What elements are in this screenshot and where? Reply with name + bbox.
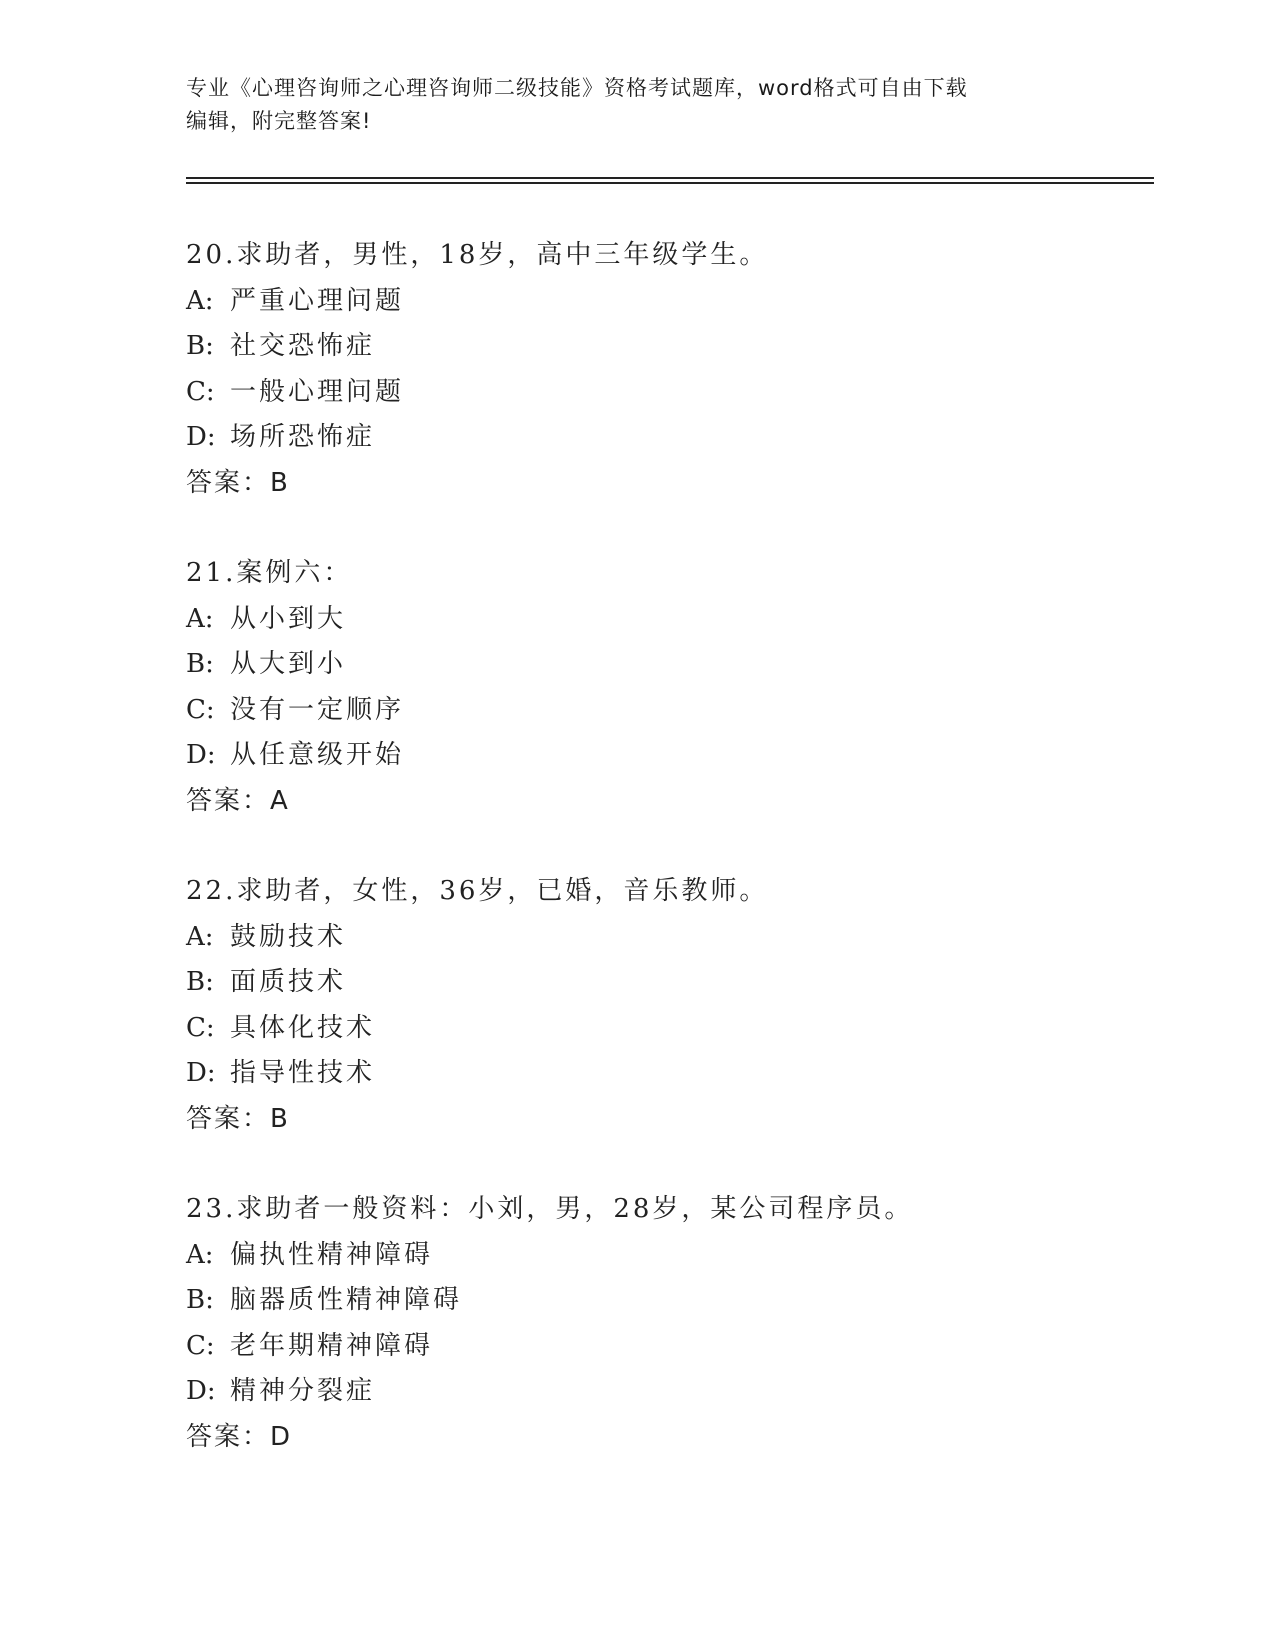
- option-text: 精神分裂症: [230, 1376, 376, 1406]
- option-text: 从大到小: [230, 649, 347, 679]
- option-key: C:: [186, 1012, 215, 1043]
- option-key: B:: [186, 331, 214, 361]
- option-key: B:: [186, 967, 214, 997]
- option-d: [186, 733, 1146, 779]
- option-key: A:: [186, 285, 214, 316]
- option-text: 具体化技术: [230, 1012, 376, 1043]
- option-key: D:: [186, 1058, 216, 1088]
- option-a: [186, 597, 1146, 643]
- option-key: D:: [186, 740, 216, 770]
- document-header: [186, 72, 1066, 138]
- option-key: A:: [186, 921, 214, 952]
- option-a: [186, 1233, 1146, 1279]
- option-c: [186, 1006, 1146, 1052]
- option-text: 面质技术: [230, 967, 347, 997]
- option-b: [186, 960, 1146, 1006]
- option-text: 严重心理问题: [230, 285, 405, 316]
- option-text: 一般心理问题: [230, 376, 405, 407]
- option-a: [186, 279, 1146, 325]
- option-text: 鼓励技术: [230, 921, 347, 952]
- header-line-2: 编辑，附完整答案!: [186, 109, 372, 133]
- option-key: A:: [186, 603, 214, 634]
- option-c: [186, 370, 1146, 416]
- option-key: C:: [186, 694, 215, 725]
- option-key: D:: [186, 1376, 216, 1406]
- answer: 答案：D: [186, 1421, 293, 1452]
- option-c: [186, 1324, 1146, 1370]
- option-text: 社交恐怖症: [230, 331, 376, 361]
- question-stem: 21.案例六：: [186, 558, 353, 588]
- option-b: [186, 1278, 1146, 1324]
- option-d: [186, 1051, 1146, 1097]
- option-c: [186, 688, 1146, 734]
- header-divider-top: [186, 177, 1154, 179]
- question-23: [186, 1187, 1146, 1460]
- option-d: [186, 1369, 1146, 1415]
- option-key: C:: [186, 1330, 215, 1361]
- question-21: [186, 551, 1146, 824]
- option-d: [186, 415, 1146, 461]
- option-text: 脑器质性精神障碍: [230, 1285, 463, 1315]
- question-stem: 22.求助者，女性，36岁，已婚，音乐教师。: [186, 876, 769, 906]
- option-b: [186, 324, 1146, 370]
- answer: 答案：B: [186, 1103, 290, 1134]
- option-text: 场所恐怖症: [230, 422, 376, 452]
- question-stem: 23.求助者一般资料：小刘，男，28岁，某公司程序员。: [186, 1194, 914, 1224]
- option-key: B:: [186, 1285, 214, 1315]
- option-text: 指导性技术: [230, 1058, 376, 1088]
- option-key: C:: [186, 376, 215, 407]
- option-text: 偏执性精神障碍: [230, 1239, 434, 1270]
- answer: 答案：B: [186, 467, 290, 498]
- option-key: B:: [186, 649, 214, 679]
- option-text: 老年期精神障碍: [230, 1330, 434, 1361]
- option-text: 从小到大: [230, 603, 347, 634]
- option-key: D:: [186, 422, 216, 452]
- question-22: [186, 869, 1146, 1142]
- answer: 答案：A: [186, 785, 290, 816]
- question-20: [186, 233, 1146, 506]
- header-divider-bottom: [186, 182, 1154, 184]
- option-text: 没有一定顺序: [230, 694, 405, 725]
- question-stem: 20.求助者，男性，18岁，高中三年级学生。: [186, 240, 769, 270]
- option-text: 从任意级开始: [230, 740, 405, 770]
- header-line-1: 专业《心理咨询师之心理咨询师二级技能》资格考试题库，word格式可自由下载: [186, 76, 968, 100]
- option-a: [186, 915, 1146, 961]
- option-b: [186, 642, 1146, 688]
- option-key: A:: [186, 1239, 214, 1270]
